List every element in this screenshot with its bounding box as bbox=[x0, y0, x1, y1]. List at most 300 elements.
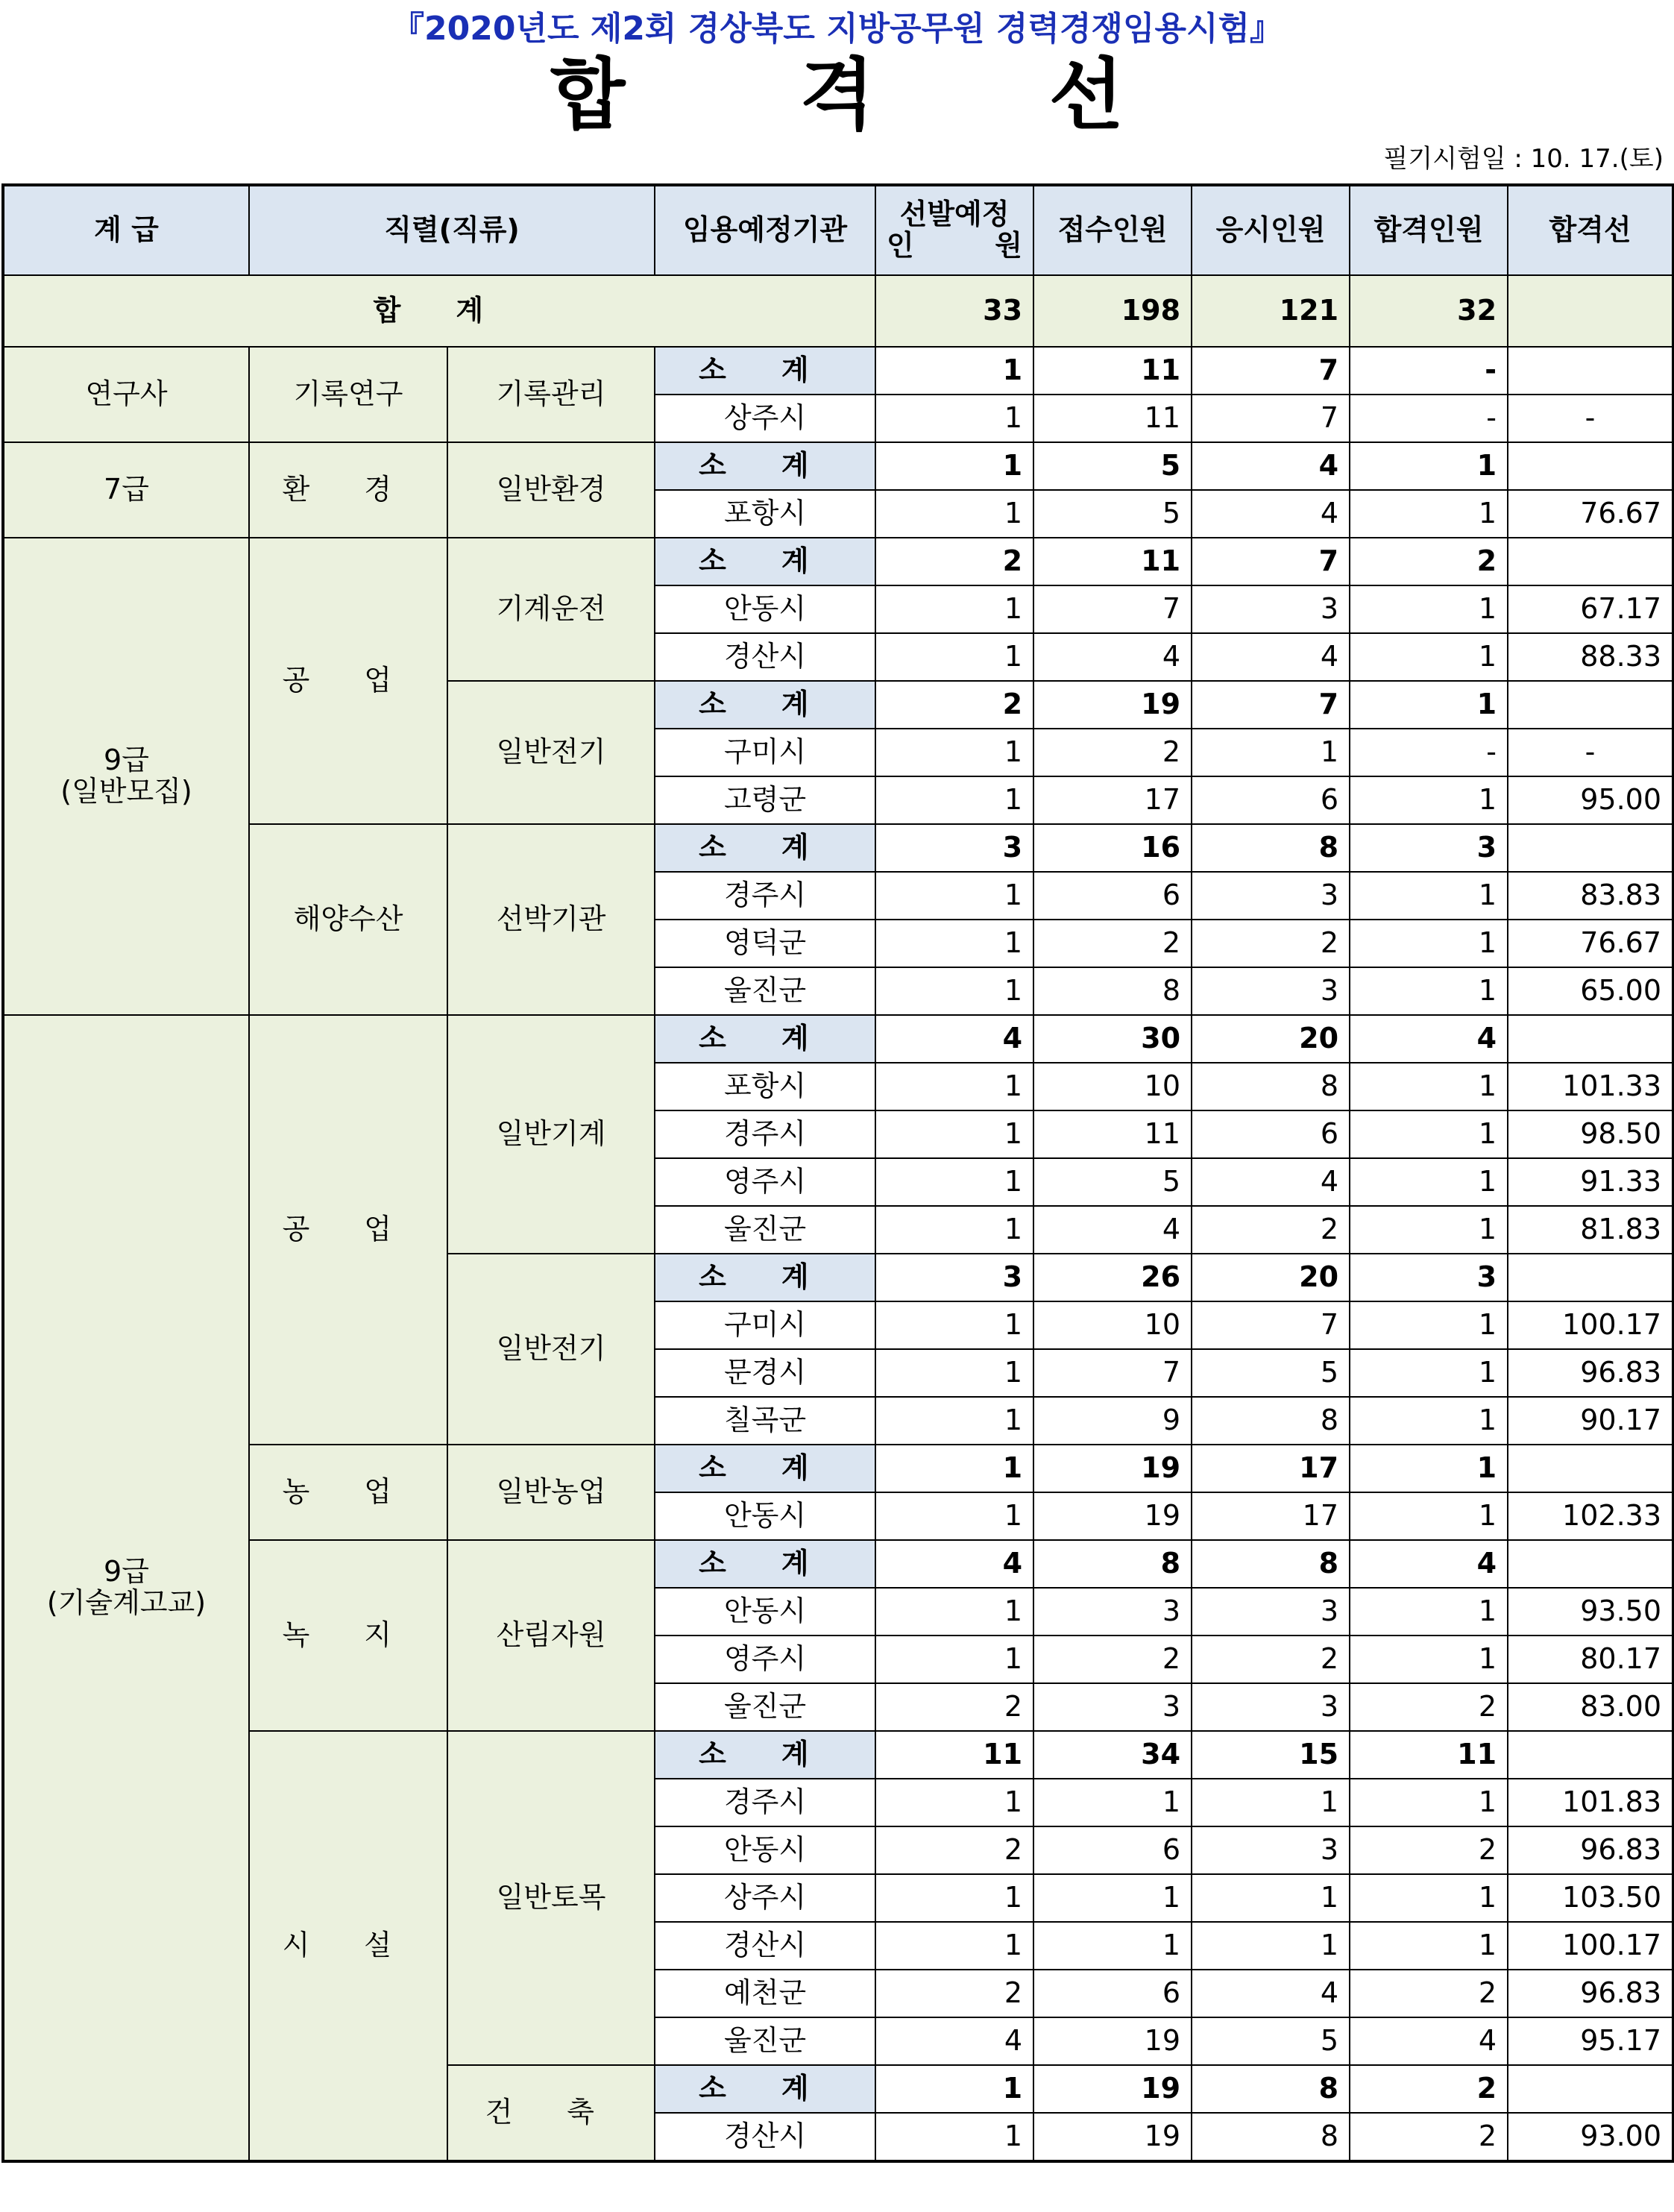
applied-cell: 1 bbox=[1033, 1874, 1192, 1922]
applied-cell: 2 bbox=[1033, 920, 1192, 967]
category-label: (일반모집) bbox=[60, 775, 192, 808]
cutoff-cell: 101.33 bbox=[1508, 1063, 1673, 1110]
attended-cell: 8 bbox=[1192, 1063, 1350, 1110]
category-label: 일반토목 bbox=[496, 1881, 606, 1914]
series-cell bbox=[249, 1731, 447, 2161]
org-cell: 울진군 bbox=[655, 967, 875, 1015]
attended-cell: 2 bbox=[1192, 1636, 1350, 1683]
attended-cell: 20 bbox=[1192, 1254, 1350, 1301]
attended-cell: 8 bbox=[1192, 1540, 1350, 1588]
applied-cell: 4 bbox=[1033, 1206, 1192, 1254]
passed-cell: 1 bbox=[1350, 1397, 1508, 1445]
plan-cell: 1 bbox=[875, 585, 1033, 633]
plan-cell: 1 bbox=[875, 1397, 1033, 1445]
applied-cell: 34 bbox=[1033, 1731, 1192, 1779]
category-label: 건 축 bbox=[485, 2096, 617, 2129]
plan-cell: 1 bbox=[875, 347, 1033, 395]
attended-cell: 3 bbox=[1192, 1826, 1350, 1874]
plan-cell: 1 bbox=[875, 1110, 1033, 1158]
category-label: 일반기계 bbox=[496, 1117, 606, 1151]
org-cell: 경산시 bbox=[655, 633, 875, 681]
applied-cell: 6 bbox=[1033, 1826, 1192, 1874]
applied-cell: 26 bbox=[1033, 1254, 1192, 1301]
org-cell: 포항시 bbox=[655, 490, 875, 538]
header-series: 직렬(직류) bbox=[249, 185, 655, 275]
applied-cell: 5 bbox=[1033, 442, 1192, 490]
category-label: 기록관리 bbox=[496, 377, 606, 411]
applied-cell: 2 bbox=[1033, 1636, 1192, 1683]
series-cell bbox=[249, 347, 447, 442]
passed-cell: 1 bbox=[1350, 1922, 1508, 1970]
passed-cell: 2 bbox=[1350, 1683, 1508, 1731]
header-attended: 응시인원 bbox=[1192, 185, 1350, 275]
passed-cell: 1 bbox=[1350, 681, 1508, 729]
passed-cell: 1 bbox=[1350, 1158, 1508, 1206]
plan-cell: 1 bbox=[875, 2113, 1033, 2161]
cutoff-cell bbox=[1508, 1015, 1673, 1063]
attended-cell: 7 bbox=[1192, 347, 1350, 395]
subtotal-label: 소 계 bbox=[655, 681, 875, 729]
plan-cell: 2 bbox=[875, 538, 1033, 585]
passed-cell: 2 bbox=[1350, 1826, 1508, 1874]
cutoff-cell: 81.83 bbox=[1508, 1206, 1673, 1254]
cutoff-cell: 93.50 bbox=[1508, 1588, 1673, 1636]
subtotal-label: 소 계 bbox=[655, 2065, 875, 2113]
total-applied: 198 bbox=[1033, 275, 1192, 347]
passed-cell: 1 bbox=[1350, 442, 1508, 490]
attended-cell: 8 bbox=[1192, 2065, 1350, 2113]
attended-cell: 4 bbox=[1192, 490, 1350, 538]
cutoff-cell: 83.00 bbox=[1508, 1683, 1673, 1731]
category-label: 해양수산 bbox=[293, 902, 403, 936]
category-label: 일반농업 bbox=[496, 1475, 606, 1509]
plan-cell: 1 bbox=[875, 633, 1033, 681]
cutoff-cell: 95.00 bbox=[1508, 776, 1673, 824]
grade-cell bbox=[3, 1015, 249, 2161]
plan-cell: 1 bbox=[875, 1206, 1033, 1254]
plan-cell: 1 bbox=[875, 729, 1033, 776]
total-plan: 33 bbox=[875, 275, 1033, 347]
cutoff-cell bbox=[1508, 1540, 1673, 1588]
applied-cell: 30 bbox=[1033, 1015, 1192, 1063]
org-cell: 예천군 bbox=[655, 1970, 875, 2017]
passed-cell: 1 bbox=[1350, 1588, 1508, 1636]
header-org: 임용예정기관 bbox=[655, 185, 875, 275]
plan-cell: 1 bbox=[875, 967, 1033, 1015]
passed-cell: 3 bbox=[1350, 824, 1508, 872]
passed-cell: 1 bbox=[1350, 1110, 1508, 1158]
cutoff-cell: 101.83 bbox=[1508, 1779, 1673, 1826]
cutoff-cell: - bbox=[1508, 395, 1673, 442]
org-cell: 경산시 bbox=[655, 2113, 875, 2161]
plan-cell: 1 bbox=[875, 490, 1033, 538]
applied-cell: 4 bbox=[1033, 633, 1192, 681]
applied-cell: 19 bbox=[1033, 2017, 1192, 2065]
passed-cell: 4 bbox=[1350, 1015, 1508, 1063]
cutoff-table bbox=[1, 183, 1674, 2163]
plan-cell: 4 bbox=[875, 1540, 1033, 1588]
branch-cell bbox=[447, 1254, 655, 1445]
cutoff-cell: 76.67 bbox=[1508, 490, 1673, 538]
org-cell: 경주시 bbox=[655, 1779, 875, 1826]
cutoff-cell: 100.17 bbox=[1508, 1301, 1673, 1349]
document-title: 합 격 선 bbox=[550, 49, 1198, 140]
attended-cell: 7 bbox=[1192, 1301, 1350, 1349]
plan-cell: 1 bbox=[875, 1158, 1033, 1206]
plan-cell: 1 bbox=[875, 1779, 1033, 1826]
attended-cell: 3 bbox=[1192, 1683, 1350, 1731]
passed-cell: 1 bbox=[1350, 920, 1508, 967]
org-cell: 안동시 bbox=[655, 1492, 875, 1540]
passed-cell: - bbox=[1350, 347, 1508, 395]
header-grade: 계 급 bbox=[3, 185, 249, 275]
cutoff-cell: 95.17 bbox=[1508, 2017, 1673, 2065]
subtotal-row bbox=[3, 1540, 1673, 1588]
applied-cell: 19 bbox=[1033, 2113, 1192, 2161]
plan-cell: 1 bbox=[875, 2065, 1033, 2113]
category-label: 연구사 bbox=[85, 377, 168, 411]
attended-cell: 7 bbox=[1192, 681, 1350, 729]
grade-cell bbox=[3, 347, 249, 442]
passed-cell: 1 bbox=[1350, 633, 1508, 681]
cutoff-cell: 100.17 bbox=[1508, 1922, 1673, 1970]
attended-cell: 1 bbox=[1192, 729, 1350, 776]
org-cell: 경산시 bbox=[655, 1922, 875, 1970]
org-cell: 경주시 bbox=[655, 872, 875, 920]
branch-cell bbox=[447, 347, 655, 442]
applied-cell: 19 bbox=[1033, 1445, 1192, 1492]
passed-cell: 1 bbox=[1350, 1206, 1508, 1254]
grade-cell bbox=[3, 538, 249, 1015]
header-plan-line2a: 인 bbox=[887, 229, 914, 262]
cutoff-cell: 88.33 bbox=[1508, 633, 1673, 681]
org-cell: 울진군 bbox=[655, 1683, 875, 1731]
branch-cell bbox=[447, 1540, 655, 1731]
subtotal-label: 소 계 bbox=[655, 824, 875, 872]
applied-cell: 7 bbox=[1033, 585, 1192, 633]
org-cell: 상주시 bbox=[655, 395, 875, 442]
plan-cell: 2 bbox=[875, 681, 1033, 729]
category-label: 기계운전 bbox=[496, 592, 606, 626]
passed-cell: 4 bbox=[1350, 1540, 1508, 1588]
header-cutoff: 합격선 bbox=[1508, 185, 1673, 275]
attended-cell: 4 bbox=[1192, 1970, 1350, 2017]
attended-cell: 2 bbox=[1192, 920, 1350, 967]
category-label: 9급 bbox=[104, 744, 149, 777]
applied-cell: 9 bbox=[1033, 1397, 1192, 1445]
branch-cell bbox=[447, 1445, 655, 1540]
subtotal-row bbox=[3, 1731, 1673, 1779]
passed-cell: 1 bbox=[1350, 1874, 1508, 1922]
cutoff-cell bbox=[1508, 2065, 1673, 2113]
attended-cell: 7 bbox=[1192, 538, 1350, 585]
cutoff-cell bbox=[1508, 347, 1673, 395]
subtotal-row bbox=[3, 347, 1673, 395]
attended-cell: 15 bbox=[1192, 1731, 1350, 1779]
passed-cell: 2 bbox=[1350, 2113, 1508, 2161]
cutoff-cell: - bbox=[1508, 729, 1673, 776]
passed-cell: 11 bbox=[1350, 1731, 1508, 1779]
plan-cell: 1 bbox=[875, 1922, 1033, 1970]
total-row bbox=[3, 275, 1673, 347]
series-cell bbox=[249, 538, 447, 824]
attended-cell: 4 bbox=[1192, 1158, 1350, 1206]
org-cell: 울진군 bbox=[655, 1206, 875, 1254]
applied-cell: 10 bbox=[1033, 1063, 1192, 1110]
attended-cell: 3 bbox=[1192, 585, 1350, 633]
attended-cell: 1 bbox=[1192, 1922, 1350, 1970]
category-label: 산림자원 bbox=[496, 1618, 606, 1652]
plan-cell: 1 bbox=[875, 776, 1033, 824]
org-cell: 안동시 bbox=[655, 1588, 875, 1636]
applied-cell: 11 bbox=[1033, 538, 1192, 585]
cutoff-cell bbox=[1508, 824, 1673, 872]
subtotal-row bbox=[3, 1445, 1673, 1492]
applied-cell: 7 bbox=[1033, 1349, 1192, 1397]
plan-cell: 4 bbox=[875, 1015, 1033, 1063]
applied-cell: 19 bbox=[1033, 1492, 1192, 1540]
passed-cell: 1 bbox=[1350, 1301, 1508, 1349]
plan-cell: 1 bbox=[875, 1349, 1033, 1397]
passed-cell: - bbox=[1350, 729, 1508, 776]
applied-cell: 5 bbox=[1033, 490, 1192, 538]
cutoff-cell: 103.50 bbox=[1508, 1874, 1673, 1922]
applied-cell: 6 bbox=[1033, 1970, 1192, 2017]
cutoff-cell: 67.17 bbox=[1508, 585, 1673, 633]
passed-cell: - bbox=[1350, 395, 1508, 442]
applied-cell: 8 bbox=[1033, 967, 1192, 1015]
category-label: 기록연구 bbox=[293, 377, 403, 411]
applied-cell: 3 bbox=[1033, 1588, 1192, 1636]
branch-cell bbox=[447, 824, 655, 1015]
category-label: (기술계고교) bbox=[46, 1586, 207, 1619]
cutoff-cell bbox=[1508, 442, 1673, 490]
cutoff-cell: 80.17 bbox=[1508, 1636, 1673, 1683]
passed-cell: 2 bbox=[1350, 2065, 1508, 2113]
plan-cell: 4 bbox=[875, 2017, 1033, 2065]
series-cell bbox=[249, 824, 447, 1015]
attended-cell: 6 bbox=[1192, 776, 1350, 824]
passed-cell: 1 bbox=[1350, 776, 1508, 824]
plan-cell: 1 bbox=[875, 1588, 1033, 1636]
plan-cell: 2 bbox=[875, 1683, 1033, 1731]
attended-cell: 20 bbox=[1192, 1015, 1350, 1063]
attended-cell: 8 bbox=[1192, 2113, 1350, 2161]
org-cell: 울진군 bbox=[655, 2017, 875, 2065]
applied-cell: 5 bbox=[1033, 1158, 1192, 1206]
passed-cell: 1 bbox=[1350, 490, 1508, 538]
subtotal-label: 소 계 bbox=[655, 1254, 875, 1301]
cutoff-cell bbox=[1508, 681, 1673, 729]
header-passed: 합격인원 bbox=[1350, 185, 1508, 275]
plan-cell: 1 bbox=[875, 1492, 1033, 1540]
applied-cell: 6 bbox=[1033, 872, 1192, 920]
cutoff-cell: 102.33 bbox=[1508, 1492, 1673, 1540]
plan-cell: 1 bbox=[875, 1874, 1033, 1922]
applied-cell: 1 bbox=[1033, 1779, 1192, 1826]
category-label: 공 업 bbox=[282, 664, 415, 697]
org-cell: 구미시 bbox=[655, 729, 875, 776]
subtotal-row bbox=[3, 538, 1673, 585]
org-cell: 고령군 bbox=[655, 776, 875, 824]
subtotal-label: 소 계 bbox=[655, 442, 875, 490]
category-label: 시 설 bbox=[282, 1929, 415, 1962]
category-label: 녹 지 bbox=[282, 1618, 415, 1652]
plan-cell: 2 bbox=[875, 1826, 1033, 1874]
header-plan-line2b: 원 bbox=[995, 229, 1023, 262]
header-plan-line1: 선발예정 bbox=[899, 198, 1010, 231]
passed-cell: 1 bbox=[1350, 1492, 1508, 1540]
cutoff-cell bbox=[1508, 1445, 1673, 1492]
exam-date: 필기시험일 : 10. 17.(토) bbox=[1383, 144, 1664, 174]
branch-cell bbox=[447, 2065, 655, 2161]
attended-cell: 1 bbox=[1192, 1874, 1350, 1922]
passed-cell: 2 bbox=[1350, 538, 1508, 585]
attended-cell: 6 bbox=[1192, 1110, 1350, 1158]
attended-cell: 2 bbox=[1192, 1206, 1350, 1254]
passed-cell: 4 bbox=[1350, 2017, 1508, 2065]
passed-cell: 1 bbox=[1350, 1063, 1508, 1110]
attended-cell: 5 bbox=[1192, 2017, 1350, 2065]
cutoff-cell: 83.83 bbox=[1508, 872, 1673, 920]
applied-cell: 11 bbox=[1033, 1110, 1192, 1158]
category-label: 7급 bbox=[104, 473, 149, 506]
org-cell: 상주시 bbox=[655, 1874, 875, 1922]
cutoff-cell bbox=[1508, 538, 1673, 585]
category-label: 일반환경 bbox=[496, 473, 606, 506]
cutoff-cell: 90.17 bbox=[1508, 1397, 1673, 1445]
plan-cell: 1 bbox=[875, 872, 1033, 920]
org-cell: 포항시 bbox=[655, 1063, 875, 1110]
plan-cell: 1 bbox=[875, 1301, 1033, 1349]
org-cell: 영덕군 bbox=[655, 920, 875, 967]
applied-cell: 1 bbox=[1033, 1922, 1192, 1970]
subtotal-row bbox=[3, 1015, 1673, 1063]
plan-cell: 1 bbox=[875, 395, 1033, 442]
cutoff-cell: 96.83 bbox=[1508, 1349, 1673, 1397]
subtotal-label: 소 계 bbox=[655, 1731, 875, 1779]
org-cell: 경주시 bbox=[655, 1110, 875, 1158]
category-label: 일반전기 bbox=[496, 735, 606, 769]
org-cell: 구미시 bbox=[655, 1301, 875, 1349]
org-cell: 칠곡군 bbox=[655, 1397, 875, 1445]
passed-cell: 3 bbox=[1350, 1254, 1508, 1301]
attended-cell: 4 bbox=[1192, 442, 1350, 490]
subtotal-label: 소 계 bbox=[655, 538, 875, 585]
cutoff-cell: 91.33 bbox=[1508, 1158, 1673, 1206]
plan-cell: 11 bbox=[875, 1731, 1033, 1779]
header-row bbox=[3, 185, 1673, 275]
cutoff-cell: 93.00 bbox=[1508, 2113, 1673, 2161]
applied-cell: 11 bbox=[1033, 347, 1192, 395]
applied-cell: 2 bbox=[1033, 729, 1192, 776]
attended-cell: 3 bbox=[1192, 872, 1350, 920]
plan-cell: 1 bbox=[875, 1063, 1033, 1110]
passed-cell: 1 bbox=[1350, 1445, 1508, 1492]
subtotal-label: 소 계 bbox=[655, 1445, 875, 1492]
org-cell: 문경시 bbox=[655, 1349, 875, 1397]
series-cell bbox=[249, 1015, 447, 1445]
attended-cell: 17 bbox=[1192, 1492, 1350, 1540]
header-applied: 접수인원 bbox=[1033, 185, 1192, 275]
applied-cell: 17 bbox=[1033, 776, 1192, 824]
branch-cell bbox=[447, 1731, 655, 2065]
total-cutoff bbox=[1508, 275, 1673, 347]
attended-cell: 3 bbox=[1192, 967, 1350, 1015]
branch-cell bbox=[447, 538, 655, 681]
cutoff-cell: 65.00 bbox=[1508, 967, 1673, 1015]
plan-cell: 3 bbox=[875, 1254, 1033, 1301]
subtotal-row bbox=[3, 442, 1673, 490]
plan-cell: 1 bbox=[875, 442, 1033, 490]
passed-cell: 1 bbox=[1350, 1349, 1508, 1397]
org-cell: 영주시 bbox=[655, 1636, 875, 1683]
branch-cell bbox=[447, 1015, 655, 1254]
plan-cell: 1 bbox=[875, 1636, 1033, 1683]
series-cell bbox=[249, 442, 447, 538]
applied-cell: 10 bbox=[1033, 1301, 1192, 1349]
applied-cell: 19 bbox=[1033, 681, 1192, 729]
applied-cell: 16 bbox=[1033, 824, 1192, 872]
org-cell: 안동시 bbox=[655, 585, 875, 633]
branch-cell bbox=[447, 442, 655, 538]
category-label: 농 업 bbox=[282, 1475, 415, 1509]
passed-cell: 1 bbox=[1350, 1636, 1508, 1683]
org-cell: 안동시 bbox=[655, 1826, 875, 1874]
header-plan bbox=[875, 185, 1033, 275]
applied-cell: 11 bbox=[1033, 395, 1192, 442]
attended-cell: 3 bbox=[1192, 1588, 1350, 1636]
plan-cell: 1 bbox=[875, 920, 1033, 967]
attended-cell: 5 bbox=[1192, 1349, 1350, 1397]
passed-cell: 1 bbox=[1350, 1779, 1508, 1826]
branch-cell bbox=[447, 681, 655, 824]
attended-cell: 4 bbox=[1192, 633, 1350, 681]
plan-cell: 2 bbox=[875, 1970, 1033, 2017]
subtotal-label: 소 계 bbox=[655, 1540, 875, 1588]
cutoff-cell: 96.83 bbox=[1508, 1826, 1673, 1874]
total-attended: 121 bbox=[1192, 275, 1350, 347]
attended-cell: 8 bbox=[1192, 824, 1350, 872]
cutoff-cell bbox=[1508, 1731, 1673, 1779]
category-label: 공 업 bbox=[282, 1213, 415, 1246]
cutoff-cell: 76.67 bbox=[1508, 920, 1673, 967]
cutoff-cell bbox=[1508, 1254, 1673, 1301]
applied-cell: 8 bbox=[1033, 1540, 1192, 1588]
passed-cell: 1 bbox=[1350, 585, 1508, 633]
applied-cell: 3 bbox=[1033, 1683, 1192, 1731]
attended-cell: 8 bbox=[1192, 1397, 1350, 1445]
org-cell: 영주시 bbox=[655, 1158, 875, 1206]
series-cell bbox=[249, 1540, 447, 1731]
category-label: 9급 bbox=[104, 1555, 149, 1589]
category-label: 환 경 bbox=[282, 473, 415, 506]
total-label: 합 계 bbox=[3, 275, 875, 347]
plan-cell: 1 bbox=[875, 1445, 1033, 1492]
attended-cell: 17 bbox=[1192, 1445, 1350, 1492]
subtotal-label: 소 계 bbox=[655, 347, 875, 395]
total-passed: 32 bbox=[1350, 275, 1508, 347]
category-label: 선박기관 bbox=[496, 902, 606, 936]
document-subtitle: 『2020년도 제2회 경상북도 지방공무원 경력경쟁임용시험』 bbox=[391, 10, 1283, 48]
applied-cell: 19 bbox=[1033, 2065, 1192, 2113]
passed-cell: 1 bbox=[1350, 872, 1508, 920]
passed-cell: 1 bbox=[1350, 967, 1508, 1015]
series-cell bbox=[249, 1445, 447, 1540]
passed-cell: 2 bbox=[1350, 1970, 1508, 2017]
header-plan-line2 bbox=[887, 230, 1022, 262]
subtotal-label: 소 계 bbox=[655, 1015, 875, 1063]
